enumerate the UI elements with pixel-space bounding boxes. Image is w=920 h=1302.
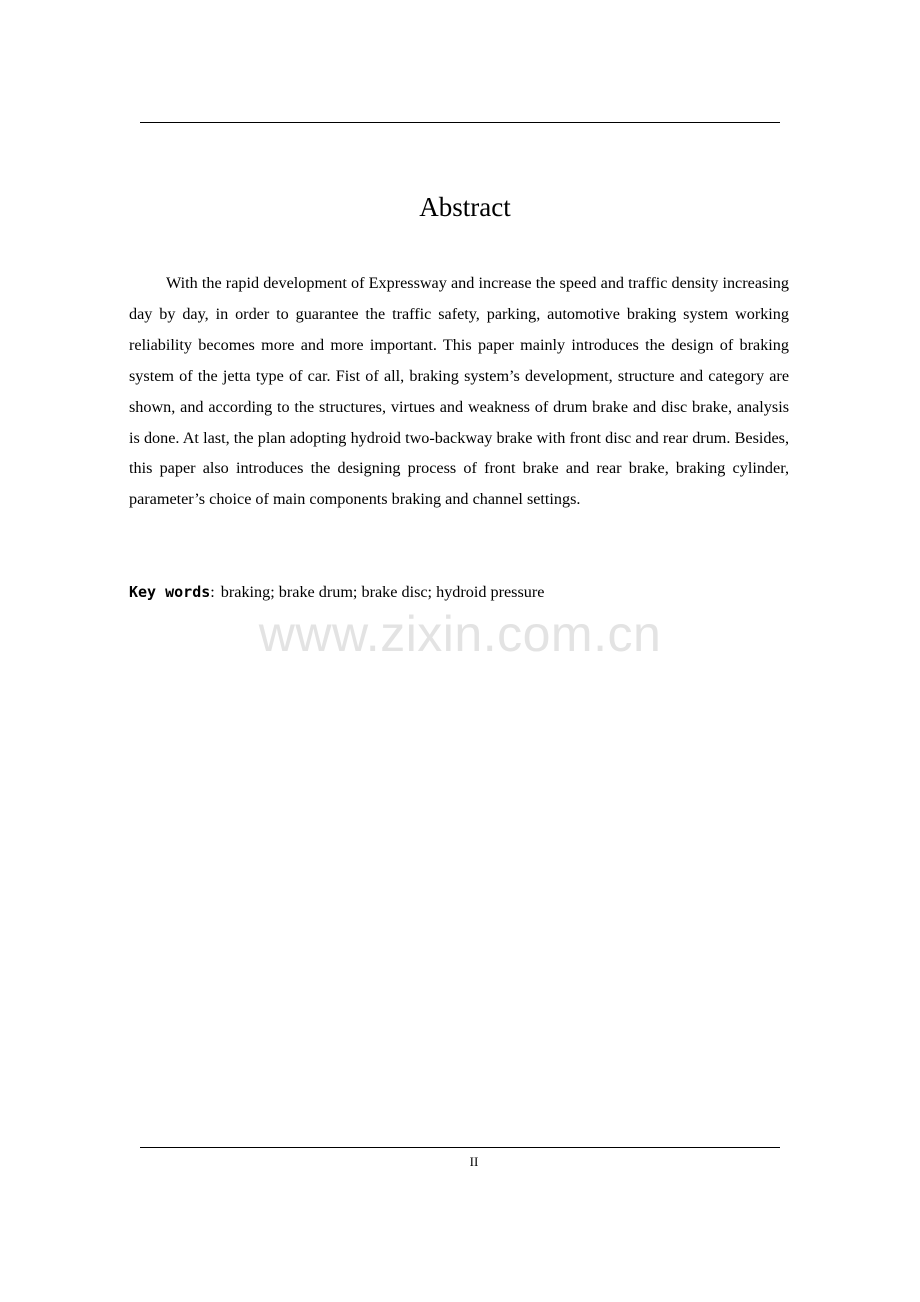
abstract-paragraph: With the rapid development of Expressway and increase the speed and traffic density increasing day by day, in order to guarantee the traffic safety, parking, automotive braking system working reliability becomes more and more important. This paper mainly introduces the design of braking system of the jetta type of car. Fist of all, braking system’s development, structure and category are shown, and according to the structures, virtues and weakness of drum brake and disc brake, analysis is done. At last, the plan adopting hydroid two-backway brake with front disc and rear drum. Besides, this paper also introduces the designing process of front brake and rear brake, braking cylinder, parameter’s choice of main components braking and channel settings. [129, 274, 789, 509]
page-number: II [469, 1154, 479, 1169]
watermark: www.zixin.com.cn [258, 606, 662, 662]
keywords-label: Key words [129, 583, 211, 601]
header-rule [140, 122, 780, 123]
keywords-separator: : [210, 583, 215, 601]
page-title: Abstract [419, 192, 511, 222]
keywords-value: braking; brake drum; brake disc; hydroid pressure [220, 583, 545, 601]
footer-rule [140, 1147, 780, 1148]
